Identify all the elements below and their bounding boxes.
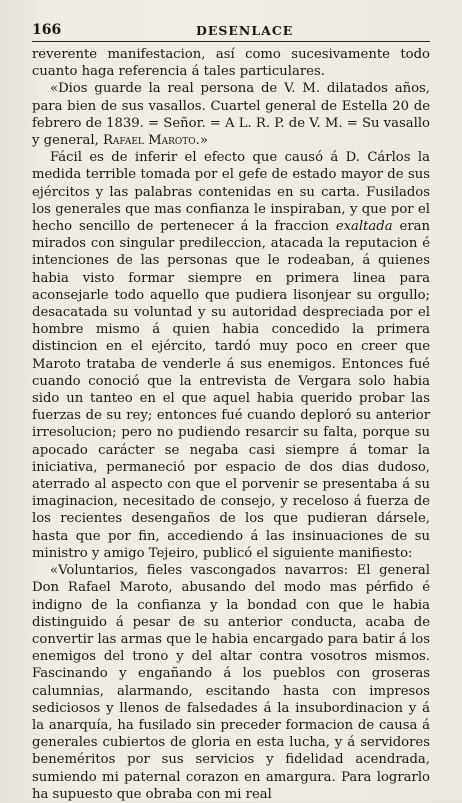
paragraph-letter-closing — [32, 80, 430, 149]
letter-closing-text: «Dios guarde la real persona de V. M. dilatados años, para bien de sus vasallos. Cuartel general de Estella 20 de febrero de 1839. = Señor. = A L. R. P. de V. M. = Su vasallo y general, — [32, 81, 431, 149]
paragraph-manifesto: «Voluntarios, fieles vascongados navarros: El general Don Rafael Maroto, abusando del modo mas pérfido é indigno de la confianza y la bondad con que le habia distinguido á pesar de su anterior conducta, acaba de convertir las armas que le habia encargado para batir á los enemigos del trono y del altar contra vosotros mismos. Fascinando y engañando á los pueblos con groseras calumnias, alarmando, escitando hasta con impresos sediciosos y llenos de falsedades á la insubordinacion y á la anarquía, ha fusilado sin preceder formacion de causa á generales cubiertos de gloria en esta lucha, y á servidores beneméritos por sus servicios y fidelidad acendrada, sumiendo mi paternal corazon en amargura. Para lograrlo ha supuesto que obraba con mi real — [32, 563, 430, 802]
paragraph-narrative — [32, 149, 430, 562]
body-text — [32, 46, 430, 803]
narrative-text-start: Fácil es de inferir el efecto que causó á D. Cárlos la medida terrible tomada por el gefe de estado mayor de sus ejércitos y las palabras contenidas en su carta. Fusilados los generales que mas confianza le inspiraban, y que por el hecho sencillo de pertenecer á la fraccion — [32, 150, 430, 235]
page-header — [30, 22, 430, 42]
header-rule — [32, 41, 430, 42]
page-number: 166 — [32, 22, 62, 38]
narrative-text-end: eran mirados con singular predileccion, atacada la reputacion é intenciones de las personas que le rodeaban, á quienes habia visto formar siempre en primera linea para aconsejarle todo aquello que pudiera lisonjear su orgullo; desacatada su voluntad y su autoridad despreciada por el hombre mismo á quien habia concedido la primera distincion en el ejército, tardó muy poco en creer que Maroto trataba de venderle á sus enemigos. Entonces fué cuando conoció que la entrevista de Vergara solo habia sido un tanteo en el que aquel habia querido probar las fuerzas de su rey; entonces fué cuando deploró su anterior irresolucion; pero no pudiendo resarcir su falta, porque su apocado carácter se negaba casi siempre á tomar la iniciativa, permaneció por espacio de dos dias dudoso, aterrado al aspecto con que el porvenir se presentaba á su imaginacion, necesitado de consejo, y receloso á fuerza de los recientes desengaños de los que pudieran dársele, hasta que por fin, accediendo á las insinuaciones de su ministro y amigo Tejeiro, publicó el siguiente manifiesto: — [32, 219, 431, 561]
running-head: DESENLACE — [196, 23, 294, 38]
paragraph-continuation: reverente manifestacion, así como sucesivamente todo cuanto haga referencia á tales particulares. — [32, 47, 430, 80]
italic-term: exaltada — [335, 219, 393, 235]
signature: Rafael Maroto.» — [102, 133, 208, 149]
